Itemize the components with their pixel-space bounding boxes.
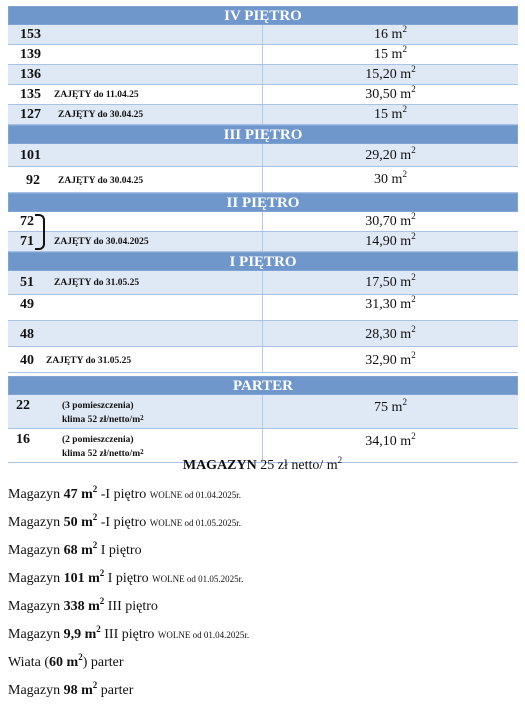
room-area: 28,30 m — [365, 327, 412, 342]
room-number: 40 — [20, 353, 34, 368]
room-number: 139 — [20, 47, 41, 62]
room-area: 16 m — [374, 27, 403, 42]
room-area: 15,20 m — [365, 67, 412, 82]
room-number: 49 — [20, 297, 34, 312]
room-number: 22 — [16, 398, 30, 413]
room-number: 16 — [16, 432, 30, 447]
room-number: 127 — [20, 107, 41, 122]
room-number: 71 — [20, 234, 34, 249]
table-row: 135 ZAJĘTY do 11.04.25 30,50 $m^2$ — [8, 85, 518, 105]
table-row: 22 (3 pomieszczenia) klima 52 $zł/netto/m^2$ 75 $m^2$ — [8, 395, 518, 429]
magazyn-line: Magazyn 50 $m^2$ -I piętro WOLNE od 01.05.2025r. — [8, 512, 241, 530]
room-number: 153 — [20, 27, 41, 42]
room-area: 30 m — [374, 172, 403, 187]
room-number: 72 — [20, 214, 34, 229]
magazyn-title: MAGAZYN 25 zł netto/ $m^2$ — [182, 455, 343, 473]
table-row: 71 ZAJĘTY do 30.04.2025 14,90 $m^2$ — [8, 232, 518, 252]
table-row: 153 16 $m^2$ — [8, 25, 518, 45]
occupied-note: ZAJĘTY do 30.04.25 — [58, 110, 144, 120]
magazyn-line: Magazyn 47 $m^2$ -I piętro WOLNE od 01.04.2025r. — [8, 484, 241, 502]
room-area: 30,70 m — [365, 214, 412, 229]
table-row: 139 15 $m^2$ — [8, 45, 518, 65]
room-number: 48 — [20, 327, 34, 342]
room-area: 14,90 m — [365, 234, 412, 249]
section-header: I PIĘTRO — [8, 252, 518, 271]
magazyn-line: Wiata (60 $m^2$) parter — [8, 652, 124, 670]
occupied-note: ZAJĘTY do 30.04.25 — [58, 176, 144, 186]
climate-note: klima 52 $zł/netto/m^2$ — [62, 448, 144, 459]
room-area: 17,50 m — [365, 275, 412, 290]
room-area: 15 m — [374, 47, 403, 62]
room-description: (3 pomieszczenia) — [62, 401, 134, 411]
room-number: 92 — [26, 173, 40, 188]
magazyn-line: Magazyn 98 $m^2$ parter — [8, 680, 134, 698]
section-header: II PIĘTRO — [8, 193, 518, 212]
section-header: IV PIĘTRO — [8, 6, 518, 25]
occupied-note: ZAJĘTY do 30.04.2025 — [54, 237, 149, 247]
table-row: 101 29,20 $m^2$ — [8, 144, 518, 167]
table-row: 136 15,20 $m^2$ — [8, 65, 518, 85]
table-row: 51 ZAJĘTY do 31.05.25 17,50 $m^2$ — [8, 271, 518, 295]
room-area: 34,10 m — [365, 434, 412, 449]
rooms-table — [8, 6, 518, 463]
table-row: 92 ZAJĘTY do 30.04.25 30 $m^2$ — [8, 167, 518, 193]
room-number: 135 — [20, 87, 41, 102]
table-row: 72 30,70 $m^2$ — [8, 212, 518, 232]
occupied-note: ZAJĘTY do 11.04.25 — [54, 90, 139, 100]
table-row: 40 ZAJĘTY do 31.05.25 32,90 $m^2$ — [8, 347, 518, 373]
occupied-note: ZAJĘTY do 31.05.25 — [54, 278, 140, 288]
room-number: 136 — [20, 67, 41, 82]
table-row: 49 31,30 $m^2$ — [8, 295, 518, 321]
magazyn-line: Magazyn 68 $m^2$ I piętro — [8, 540, 142, 558]
table-row: 16 (2 pomieszczenia) klima 52 $zł/netto/m^2$ 34,10 $m^2$ — [8, 429, 518, 463]
section-header: III PIĘTRO — [8, 125, 518, 144]
room-area: 75 m — [374, 400, 403, 415]
section-header: PARTER — [8, 376, 518, 395]
occupied-note: ZAJĘTY do 31.05.25 — [46, 356, 132, 366]
room-number: 51 — [20, 275, 34, 290]
room-area: 32,90 m — [365, 353, 412, 368]
magazyn-line: Magazyn 101 $m^2$ I piętro WOLNE od 01.05.2025r. — [8, 568, 244, 586]
room-description: (2 pomieszczenia) — [62, 435, 134, 445]
magazyn-line: Magazyn 9,9 $m^2$ III piętro WOLNE od 01.04.2025r. — [8, 624, 250, 642]
room-area: 29,20 m — [365, 148, 412, 163]
room-area: 30,50 m — [365, 87, 412, 102]
table-row: 48 28,30 $m^2$ — [8, 321, 518, 347]
room-area: 15 m — [374, 107, 403, 122]
room-number: 101 — [20, 148, 41, 163]
table-row: 127 ZAJĘTY do 30.04.25 15 $m^2$ — [8, 105, 518, 125]
room-area: 31,30 m — [365, 297, 412, 312]
magazyn-line: Magazyn 338 $m^2$ III piętro — [8, 596, 158, 614]
climate-note: klima 52 $zł/netto/m^2$ — [62, 414, 144, 425]
